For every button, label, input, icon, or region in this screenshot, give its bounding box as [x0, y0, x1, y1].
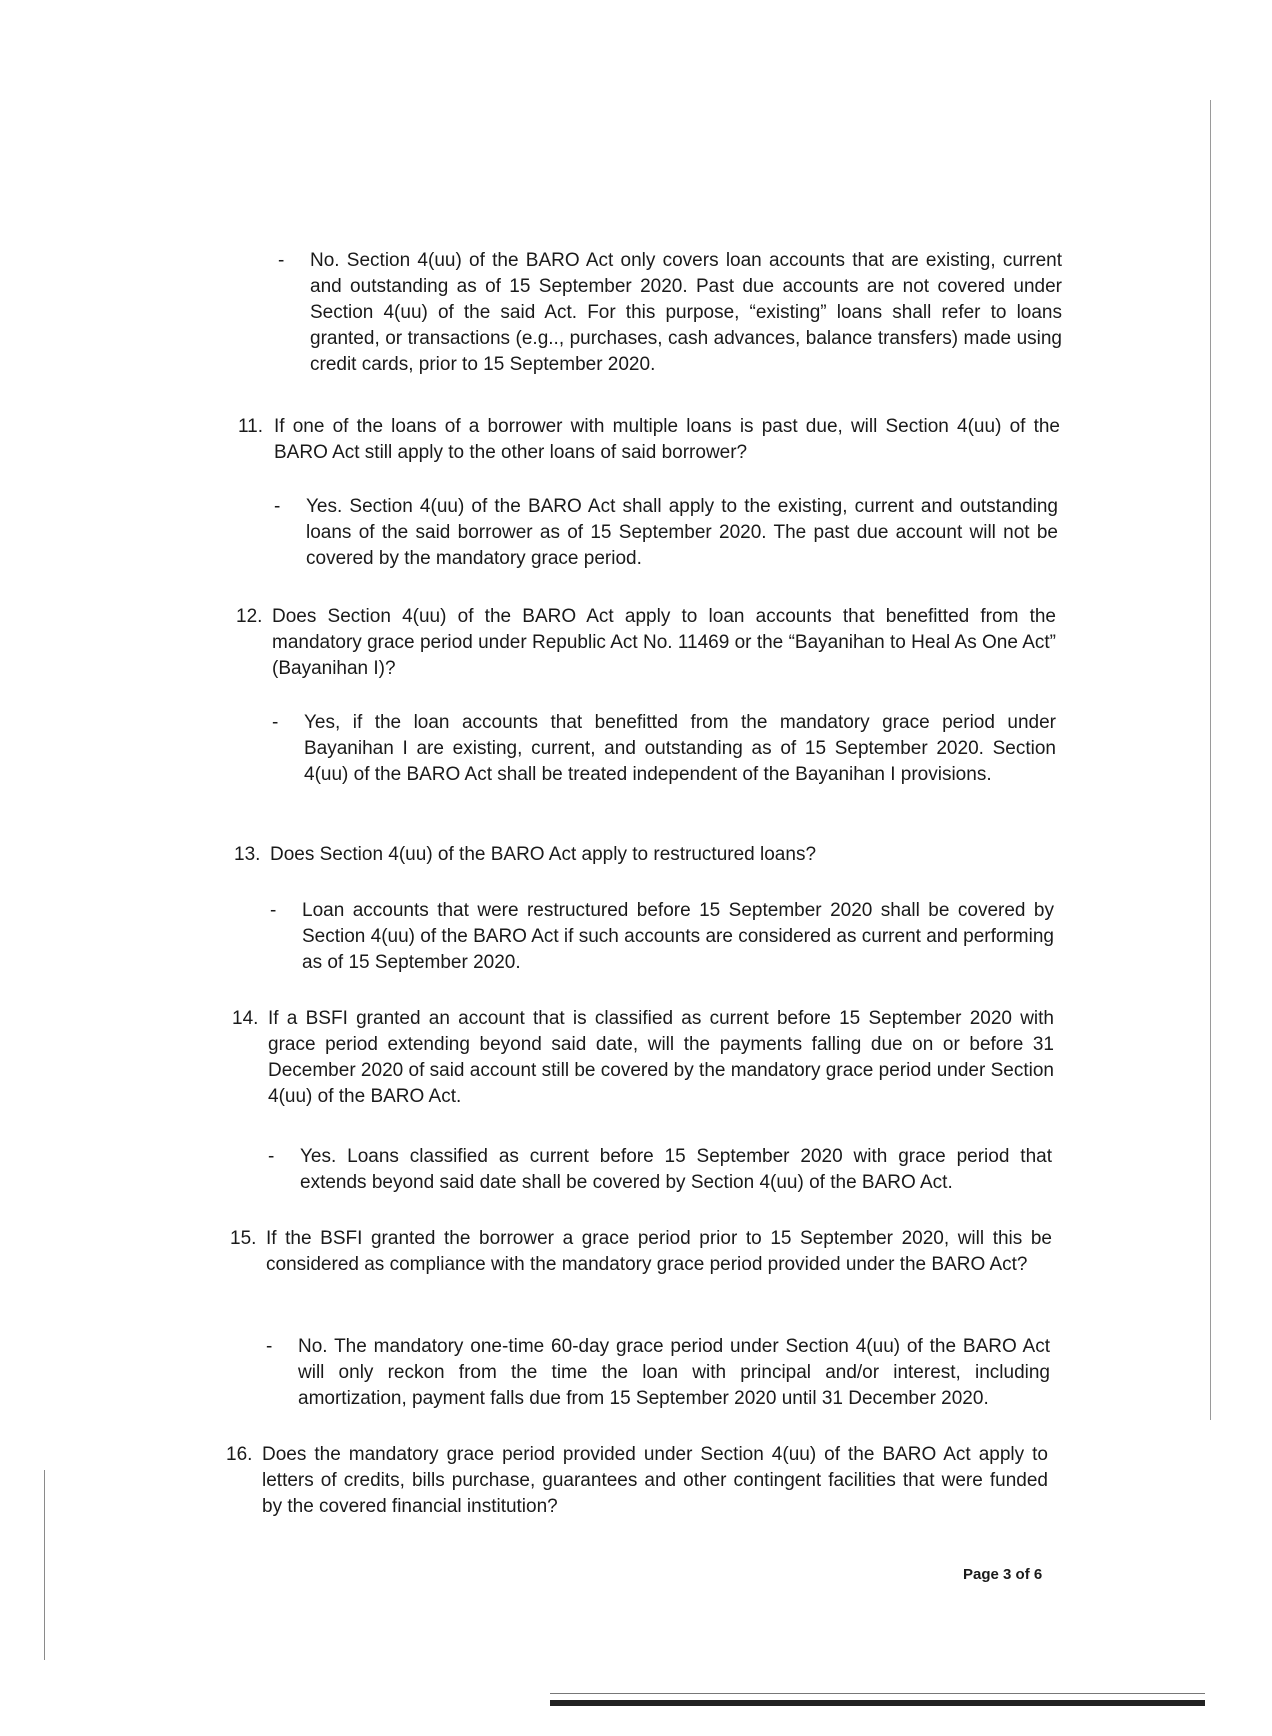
answer-text: No. The mandatory one-time 60-day grace period under Section 4(uu) of the BARO Act will only reckon from the time the loan with principal and/or interest, including amortization, payment falls due from 15 September 2020 until 31 December 2020.	[298, 1336, 1050, 1409]
question-block	[238, 414, 1060, 466]
bullet-dash: -	[278, 250, 285, 271]
bullet-dash: -	[270, 900, 277, 921]
question-text: If one of the loans of a borrower with multiple loans is past due, will Section 4(uu) of the BARO Act still apply to the other loans of said borrower?	[274, 416, 1060, 463]
page-number: Page 3 of 6	[963, 1566, 1043, 1583]
question-text: Does Section 4(uu) of the BARO Act apply to restructured loans?	[270, 844, 817, 865]
scan-edge-line	[550, 1693, 1205, 1694]
question-number: 14.	[232, 1008, 259, 1029]
answer-text: Loan accounts that were restructured before 15 September 2020 shall be covered by Section 4(uu) of the BARO Act if such accounts are considered as current and performing as of 15 September 2020.	[302, 900, 1054, 973]
answer-text: Yes. Loans classified as current before 15 September 2020 with grace period that extends beyond said date shall be covered by Section 4(uu) of the BARO Act.	[300, 1146, 1052, 1193]
question-block	[234, 842, 1056, 868]
answer-text: Yes, if the loan accounts that benefitted from the mandatory grace period under Bayanihan I are existing, current, and outstanding as of 15 September 2020. Section 4(uu) of the BARO Act shall be treated independent of the Bayanihan I provisions.	[304, 712, 1056, 785]
scan-edge-line	[44, 1470, 45, 1660]
question-block	[226, 1442, 1048, 1520]
question-number: 13.	[234, 844, 261, 865]
question-number: 15.	[230, 1228, 257, 1249]
scan-edge-line	[1210, 100, 1211, 1420]
bullet-dash: -	[266, 1336, 273, 1357]
bullet-dash: -	[272, 712, 279, 733]
answer-block	[266, 1334, 1050, 1412]
answer-block	[268, 1144, 1052, 1196]
scan-edge-bar	[550, 1700, 1205, 1706]
answer-text: Yes. Section 4(uu) of the BARO Act shall apply to the existing, current and outstanding loans of the said borrower as of 15 September 2020. The past due account will not be covered by the mandatory grace period.	[306, 496, 1058, 569]
question-block	[230, 1226, 1052, 1278]
bullet-dash: -	[274, 496, 281, 517]
answer-block	[278, 248, 1062, 378]
question-number: 16.	[226, 1444, 253, 1465]
question-text: Does Section 4(uu) of the BARO Act apply to loan accounts that benefitted from the mandatory grace period under Republic Act No. 11469 or the “Bayanihan to Heal As One Act” (Bayanihan I)?	[272, 606, 1056, 679]
answer-text: No. Section 4(uu) of the BARO Act only covers loan accounts that are existing, current and outstanding as of 15 September 2020. Past due accounts are not covered under Section 4(uu) of the said Act. For this purpose, “existing” loans shall refer to loans granted, or transactions (e.g.., purchases, cash advances, balance transfers) made using credit cards, prior to 15 September 2020.	[310, 250, 1062, 375]
question-block	[232, 1006, 1054, 1110]
answer-block	[270, 898, 1054, 976]
question-block	[236, 604, 1056, 682]
question-number: 12.	[236, 606, 263, 627]
question-text: If a BSFI granted an account that is classified as current before 15 September 2020 with grace period extending beyond said date, will the payments falling due on or before 31 December 2020 of said account still be covered by the mandatory grace period under Section 4(uu) of the BARO Act.	[268, 1008, 1054, 1107]
question-text: Does the mandatory grace period provided under Section 4(uu) of the BARO Act apply to letters of credits, bills purchase, guarantees and other contingent facilities that were funded by the covered financial institution?	[262, 1444, 1048, 1517]
question-number: 11.	[238, 416, 264, 437]
question-text: If the BSFI granted the borrower a grace period prior to 15 September 2020, will this be considered as compliance with the mandatory grace period provided under the BARO Act?	[266, 1228, 1052, 1275]
answer-block	[274, 494, 1058, 572]
answer-block	[272, 710, 1056, 788]
bullet-dash: -	[268, 1146, 275, 1167]
